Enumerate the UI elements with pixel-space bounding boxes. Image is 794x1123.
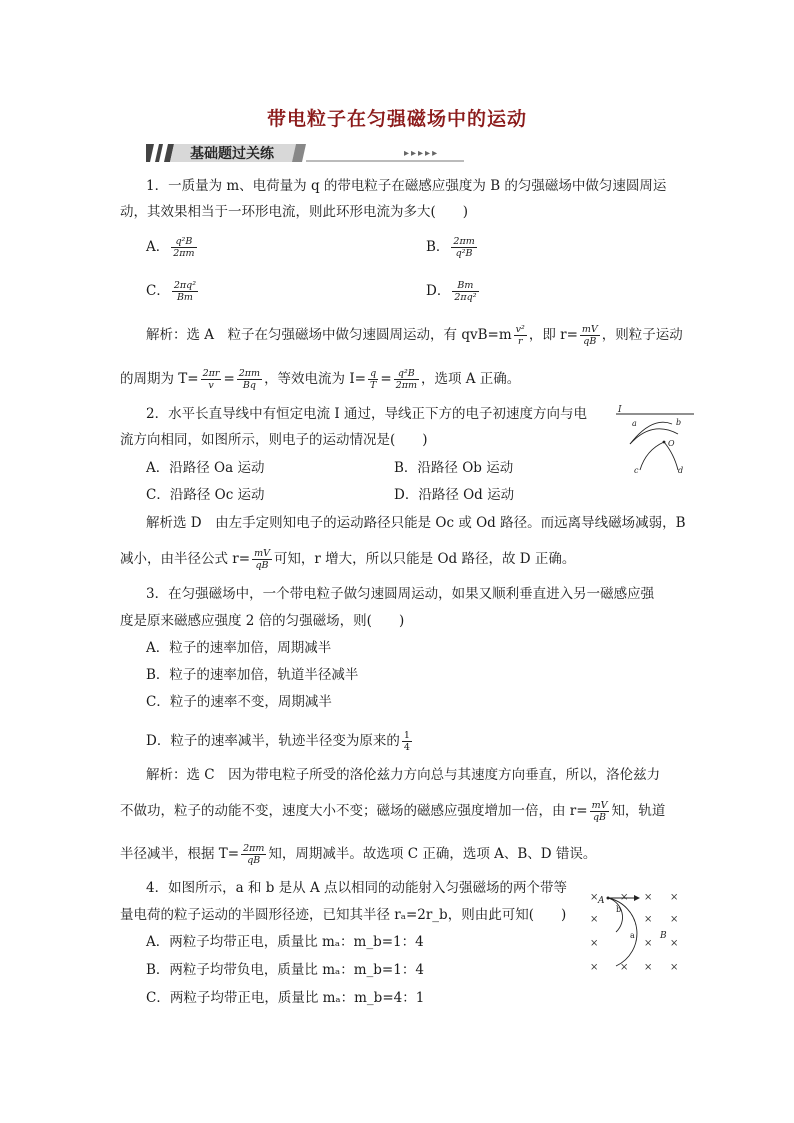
q2-fig-label-d: d [678, 466, 684, 475]
q4-magnetic-field-figure [586, 886, 688, 974]
field-cross: × [670, 914, 679, 925]
q1-sol-fraction-2 [580, 324, 600, 347]
q2-fig-label-i: I [618, 405, 622, 415]
q1-solution-line2 [120, 368, 520, 391]
q1-sol-f1-den: r [517, 336, 523, 347]
field-cross: × [670, 962, 679, 973]
field-cross: × [590, 914, 599, 925]
q1-sol-text-a: 解析：选 A 粒子在匀强磁场中做匀速圆周运动，有 qvB=m [146, 327, 512, 343]
q1-option-a-fraction [171, 236, 196, 259]
q2-fig-label-c: c [634, 466, 639, 475]
q3-sol2-text-b: 知，轨道 [611, 803, 666, 819]
q2-fig-label-a: a [632, 419, 637, 428]
q1-option-d-num: Bm [452, 280, 478, 292]
q2-fig-label-b: b [676, 418, 682, 427]
q1-option-a-label: A． [146, 239, 170, 255]
q3-option-d-num: 1 [403, 730, 410, 741]
q3-solution-line2 [120, 800, 665, 823]
q1-option-d [426, 280, 481, 303]
q3-option-d-den: 4 [403, 742, 410, 753]
q1-option-a-num: q²B [171, 236, 196, 248]
q2-option-b: B．沿路径 Ob 运动 [394, 460, 514, 476]
q1-sol2-fraction-2 [237, 368, 262, 391]
q1-sol2-text-c: ，选项 A 正确。 [420, 371, 521, 387]
q3-option-c: C．粒子的速率不变，周期减半 [146, 694, 332, 710]
q3-stem-line1: 3．在匀强磁场中，一个带电粒子做匀速圆周运动，如果又顺利垂直进入另一磁感应强 [146, 586, 655, 602]
field-cross: × [644, 938, 653, 949]
q1-sol2-text-a: 的周期为 T= [120, 371, 199, 387]
q1-option-c-num: 2πq² [173, 280, 197, 291]
field-cross: × [644, 962, 653, 973]
field-cross: × [590, 938, 599, 949]
q1-sol2-f3-den: T [370, 380, 377, 391]
q1-option-c [146, 280, 200, 303]
q3-option-d-text: D．粒子的速率减半，轨迹半径变为原来的 [146, 733, 400, 749]
q2-option-d: D．沿路径 Od 运动 [394, 487, 515, 503]
q1-option-a [146, 236, 199, 259]
q1-stem-line1: 1．一质量为 m、电荷量为 q 的带电粒子在磁感应强度为 B 的匀强磁场中做匀速圆周运 [146, 178, 667, 194]
section-arrows: ▸▸▸▸▸ [404, 148, 440, 159]
q1-sol2-f1-num: 2πr [202, 368, 220, 379]
q2-sol-text-b: 可知，r 增大，所以只能是 Od 路径，故 D 正确。 [273, 551, 576, 567]
q1-sol2-text-b: ，等效电流为 I= [264, 371, 366, 387]
q1-sol2-f3-num: q [368, 368, 378, 380]
q1-sol2-fraction-4 [394, 368, 419, 391]
q4-stem-line1: 4．如图所示，a 和 b 是从 A 点以相同的动能射入匀强磁场的两个带等 [146, 880, 567, 896]
page-title: 带电粒子在匀强磁场中的运动 [266, 108, 527, 130]
q1-sol-text-b: ，即 r= [528, 327, 578, 343]
q3-solution-line3 [120, 843, 596, 866]
q2-stem-line2: 流方向相同，如图所示，则电子的运动情况是( ) [120, 432, 428, 448]
q1-sol2-f2-num: 2πm [238, 368, 261, 379]
q1-sol2-f2-den: Bq [242, 380, 256, 391]
field-cross: × [670, 938, 679, 949]
q1-option-b-fraction [451, 236, 476, 259]
q1-sol2-f1-den: v [208, 380, 214, 391]
q1-sol-f1-num: v² [515, 324, 525, 335]
q4-fig-label-field-b: B [660, 931, 667, 941]
q4-fig-label-a-point: A [598, 896, 605, 906]
q3-option-d-fraction [402, 730, 412, 753]
q3-sol3-text-b: 知，周期减半。故选项 C 正确，选项 A、B、D 错误。 [268, 846, 597, 862]
q3-option-d [146, 730, 414, 753]
q2-wire-figure [612, 402, 696, 476]
field-cross: × [590, 892, 599, 903]
q1-sol-f2-num: mV [581, 324, 598, 335]
field-cross: × [620, 962, 629, 973]
q3-sol3-num: 2πm [243, 843, 265, 854]
q1-solution-line1 [146, 324, 683, 347]
q1-option-c-den: Bm [176, 292, 193, 303]
q1-option-b-num: 2πm [453, 236, 475, 247]
q4-fig-label-b: b [616, 905, 622, 914]
field-cross: × [590, 962, 599, 973]
q1-option-b-label: B． [426, 239, 450, 255]
field-cross: × [670, 892, 679, 903]
q1-stem-line2: 动，其效果相当于一环形电流，则此环形电流为多大( ) [120, 204, 469, 220]
q2-sol-text-a: 减小，由半径公式 r= [120, 551, 251, 567]
q1-option-c-label: C． [146, 283, 170, 299]
section-label: 基础题过关练 [190, 146, 274, 162]
q1-sol2-f4-num: q²B [394, 368, 419, 380]
q1-option-d-den: 2πq² [454, 292, 477, 303]
q2-sol-fraction [252, 548, 272, 571]
q4-option-b: B．两粒子均带负电，质量比 mₐ：m_b=1：4 [146, 962, 424, 978]
q1-option-d-label: D． [426, 283, 451, 299]
q3-sol3-text-a: 半径减半，根据 T= [120, 846, 240, 862]
q2-sol-den: qB [255, 560, 269, 571]
q2-option-c: C．沿路径 Oc 运动 [146, 487, 265, 503]
q1-sol-fraction-1 [514, 324, 527, 347]
q4-fig-label-a: a [630, 931, 635, 940]
q2-option-a: A．沿路径 Oa 运动 [146, 460, 265, 476]
q1-option-b [426, 236, 479, 259]
q2-solution-line1: 解析选 D 由左手定则知电子的运动路径只能是 Oc 或 Od 路径。而远离导线磁场减弱，B [146, 515, 686, 531]
q1-option-a-den: 2πm [173, 248, 195, 259]
q1-sol-f2-den: qB [583, 336, 597, 347]
q3-sol2-fraction [590, 800, 610, 823]
q2-fig-label-o: O [668, 439, 675, 448]
q3-sol3-den: qB [247, 855, 261, 866]
q1-option-b-den: q²B [455, 248, 473, 259]
field-cross: × [644, 892, 653, 903]
q3-option-b: B．粒子的速率加倍，轨道半径减半 [146, 667, 359, 683]
q3-sol3-fraction [241, 843, 266, 866]
q3-sol2-den: qB [592, 812, 607, 823]
q2-sol-num: mV [254, 548, 270, 559]
q2-stem-line1: 2．水平长直导线中有恒定电流 I 通过，导线正下方的电子初速度方向与电 [146, 406, 588, 422]
field-cross: × [620, 892, 629, 903]
field-cross: × [644, 914, 653, 925]
q1-option-d-fraction [452, 280, 478, 303]
q4-option-c: C．两粒子均带正电，质量比 mₐ：m_b=4：1 [146, 990, 425, 1006]
q1-sol2-f4-den: 2πm [395, 380, 417, 391]
q1-sol2-eq: = [223, 371, 235, 387]
q1-option-c-fraction [172, 280, 198, 303]
q4-option-a: A．两粒子均带正电，质量比 mₐ：m_b=1：4 [146, 934, 424, 950]
q2-solution-line2 [120, 548, 575, 571]
q3-solution-line1: 解析：选 C 因为带电粒子所受的洛伦兹力方向总与其速度方向垂直，所以，洛伦兹力 [146, 767, 661, 783]
q3-option-a: A．粒子的速率加倍，周期减半 [146, 640, 332, 656]
q4-stem-line2: 量电荷的粒子运动的半圆形径迹，已知其半径 rₐ=2r_b，则由此可知( ) [120, 907, 567, 923]
q1-sol2-eq2: = [380, 371, 392, 387]
q3-sol2-num: mV [591, 800, 608, 811]
q1-sol2-fraction-3 [368, 368, 378, 391]
q1-sol2-fraction-1 [201, 368, 222, 391]
q1-sol-text-c: ，则粒子运动 [601, 327, 683, 343]
q3-stem-line2: 度是原来磁感应强度 2 倍的匀强磁场，则( ) [120, 613, 405, 629]
q3-sol2-text-a: 不做功，粒子的动能不变，速度大小不变；磁场的磁感应强度增加一倍，由 r= [120, 803, 588, 819]
